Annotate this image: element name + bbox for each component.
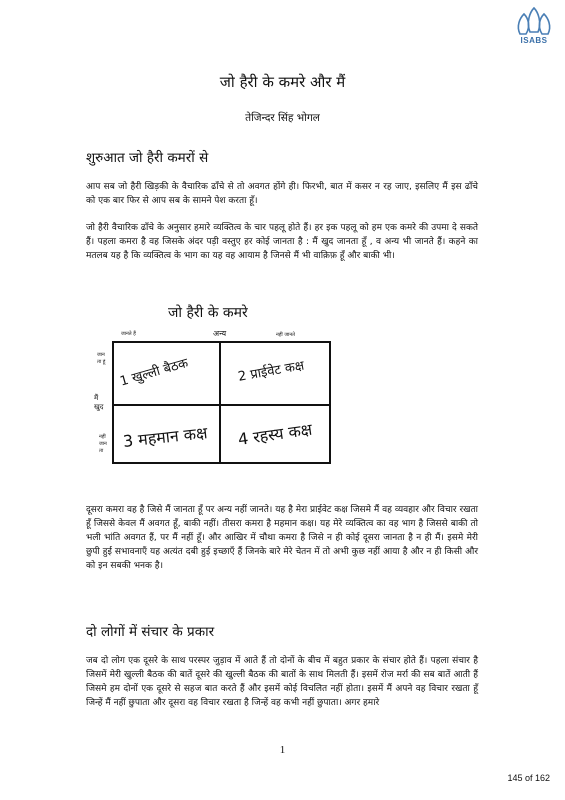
paragraph-rooms: दूसरा कमरा वह है जिसे मैं जानता हूँ पर अन्य नहीं जानते। यह है मेरा प्राईवेट कक्ष जिसमे मैं वह व्यवहार और विचार रखता हूँ जिससे केवल मैं अवगत हूँ, बाकी नहीं। तीसरा कमरा है महमान कक्ष। यह मेरे व्यक्तित्व का वह भाग है जिससे बाकी तो भली भांति अवगत हैं, पर मैं नहीं हूँ। और आखिर में चौथा कमरा है जिसे न ही कोई दूसरा जानता है न ही मैं। इसमे मेरी छुपी हुई सभावनाएँ यह अत्यंत दबी हुई इच्छाएँ हैं जिनके बारे मेरे चेतन में तो अभी कुछ नहीं आया है और न ही किसी और को इन सबकी भनक है। [86,505,478,571]
author-name: तेजिन्दर सिंह भोगल [245,112,320,124]
logo-text: ISABS [520,36,548,45]
page-number: 1 [279,744,286,756]
room-private-label: 2 प्राईवेट कक्ष [236,358,306,385]
isabs-logo-icon [511,6,557,52]
room-guest-label: 3 महमान कक्ष [122,423,209,451]
diagram-self-label: मैं खुद [94,394,104,411]
diagram-title: जो हैरी के कमरे [168,305,248,321]
diagram-known-label: जानते हैं [121,331,136,337]
paragraph-intro-1: आप सब जो हैरी खिड़की के वैचारिक ढाँचे से तो अवगत होंगे ही। फिरभी, बात में कसर न रह जाए, इसलिए मैं इस ढाँचे को एक बार फिर से आप सब के सामने पेश करता हूँ। [86,182,478,206]
paragraph-intro-2: जो हैरी वैचारिक ढाँचे के अनुसार हमारे व्यक्तित्व के चार पहलू होते हैं। हर इक पहलू को हम एक कमरे की उपमा दे सकते हैं। पहला कमरा है वह जिसके अंदर पड़ी वस्तुए हर कोई जानता है : मैं खुद जानता हूँ , व अन्य भी जानते हैं। कहने का मतलब यह है कि व्यक्तित्व के भाग का यह वह आयाम है जिनसे मैं भी वाक़िफ़ हूँ और बाकी भी। [86,223,478,261]
page-title: जो हैरी के कमरे और मैं [219,73,346,91]
room-open-label: 1 खुल्ली बैठक [118,355,190,390]
paragraph-communication: जब दो लोग एक दूसरे के साथ परस्पर जुड़ाव में आते हैं तो दोनों के बीच में बहुत प्रकार के संचार होते हैं। पहला संचार है जिसमें मेरी खुल्ली बैठक की बातें दूसरे की खुल्ली बैठक की बातों के साथ मिलती हैं। इसमें रोज मर्रा की सब बातें आती हैं जिसमे हम दोनों एक दूसरे से सहज बात करते हैं और इसमें कोई विचलित नहीं होता। इसमें मैं अपने वह विचार रखता हूँ जिन्हें मैं नहीं छुपाता और दूसरा वह विचार रखता है जिन्हें वह कभी नहीं छुपाता। अगर हमारे [86,656,478,708]
section-heading-communication: दो लोगों में संचार के प्रकार [86,624,215,640]
diagram-self-unknown-label: नहीं जान ता [99,434,107,454]
page-count: 145 of 162 [507,773,550,783]
room-secret-label: 4 रहस्य कक्ष [236,419,314,449]
diagram-others-label: अन्य [213,329,227,338]
section-heading-intro: शुरुआत जो हैरी कमरों से [86,150,209,166]
diagram-unknown-label: नहीं जानते [276,332,295,338]
diagram-self-known-label: जान ता हूं [97,352,106,365]
